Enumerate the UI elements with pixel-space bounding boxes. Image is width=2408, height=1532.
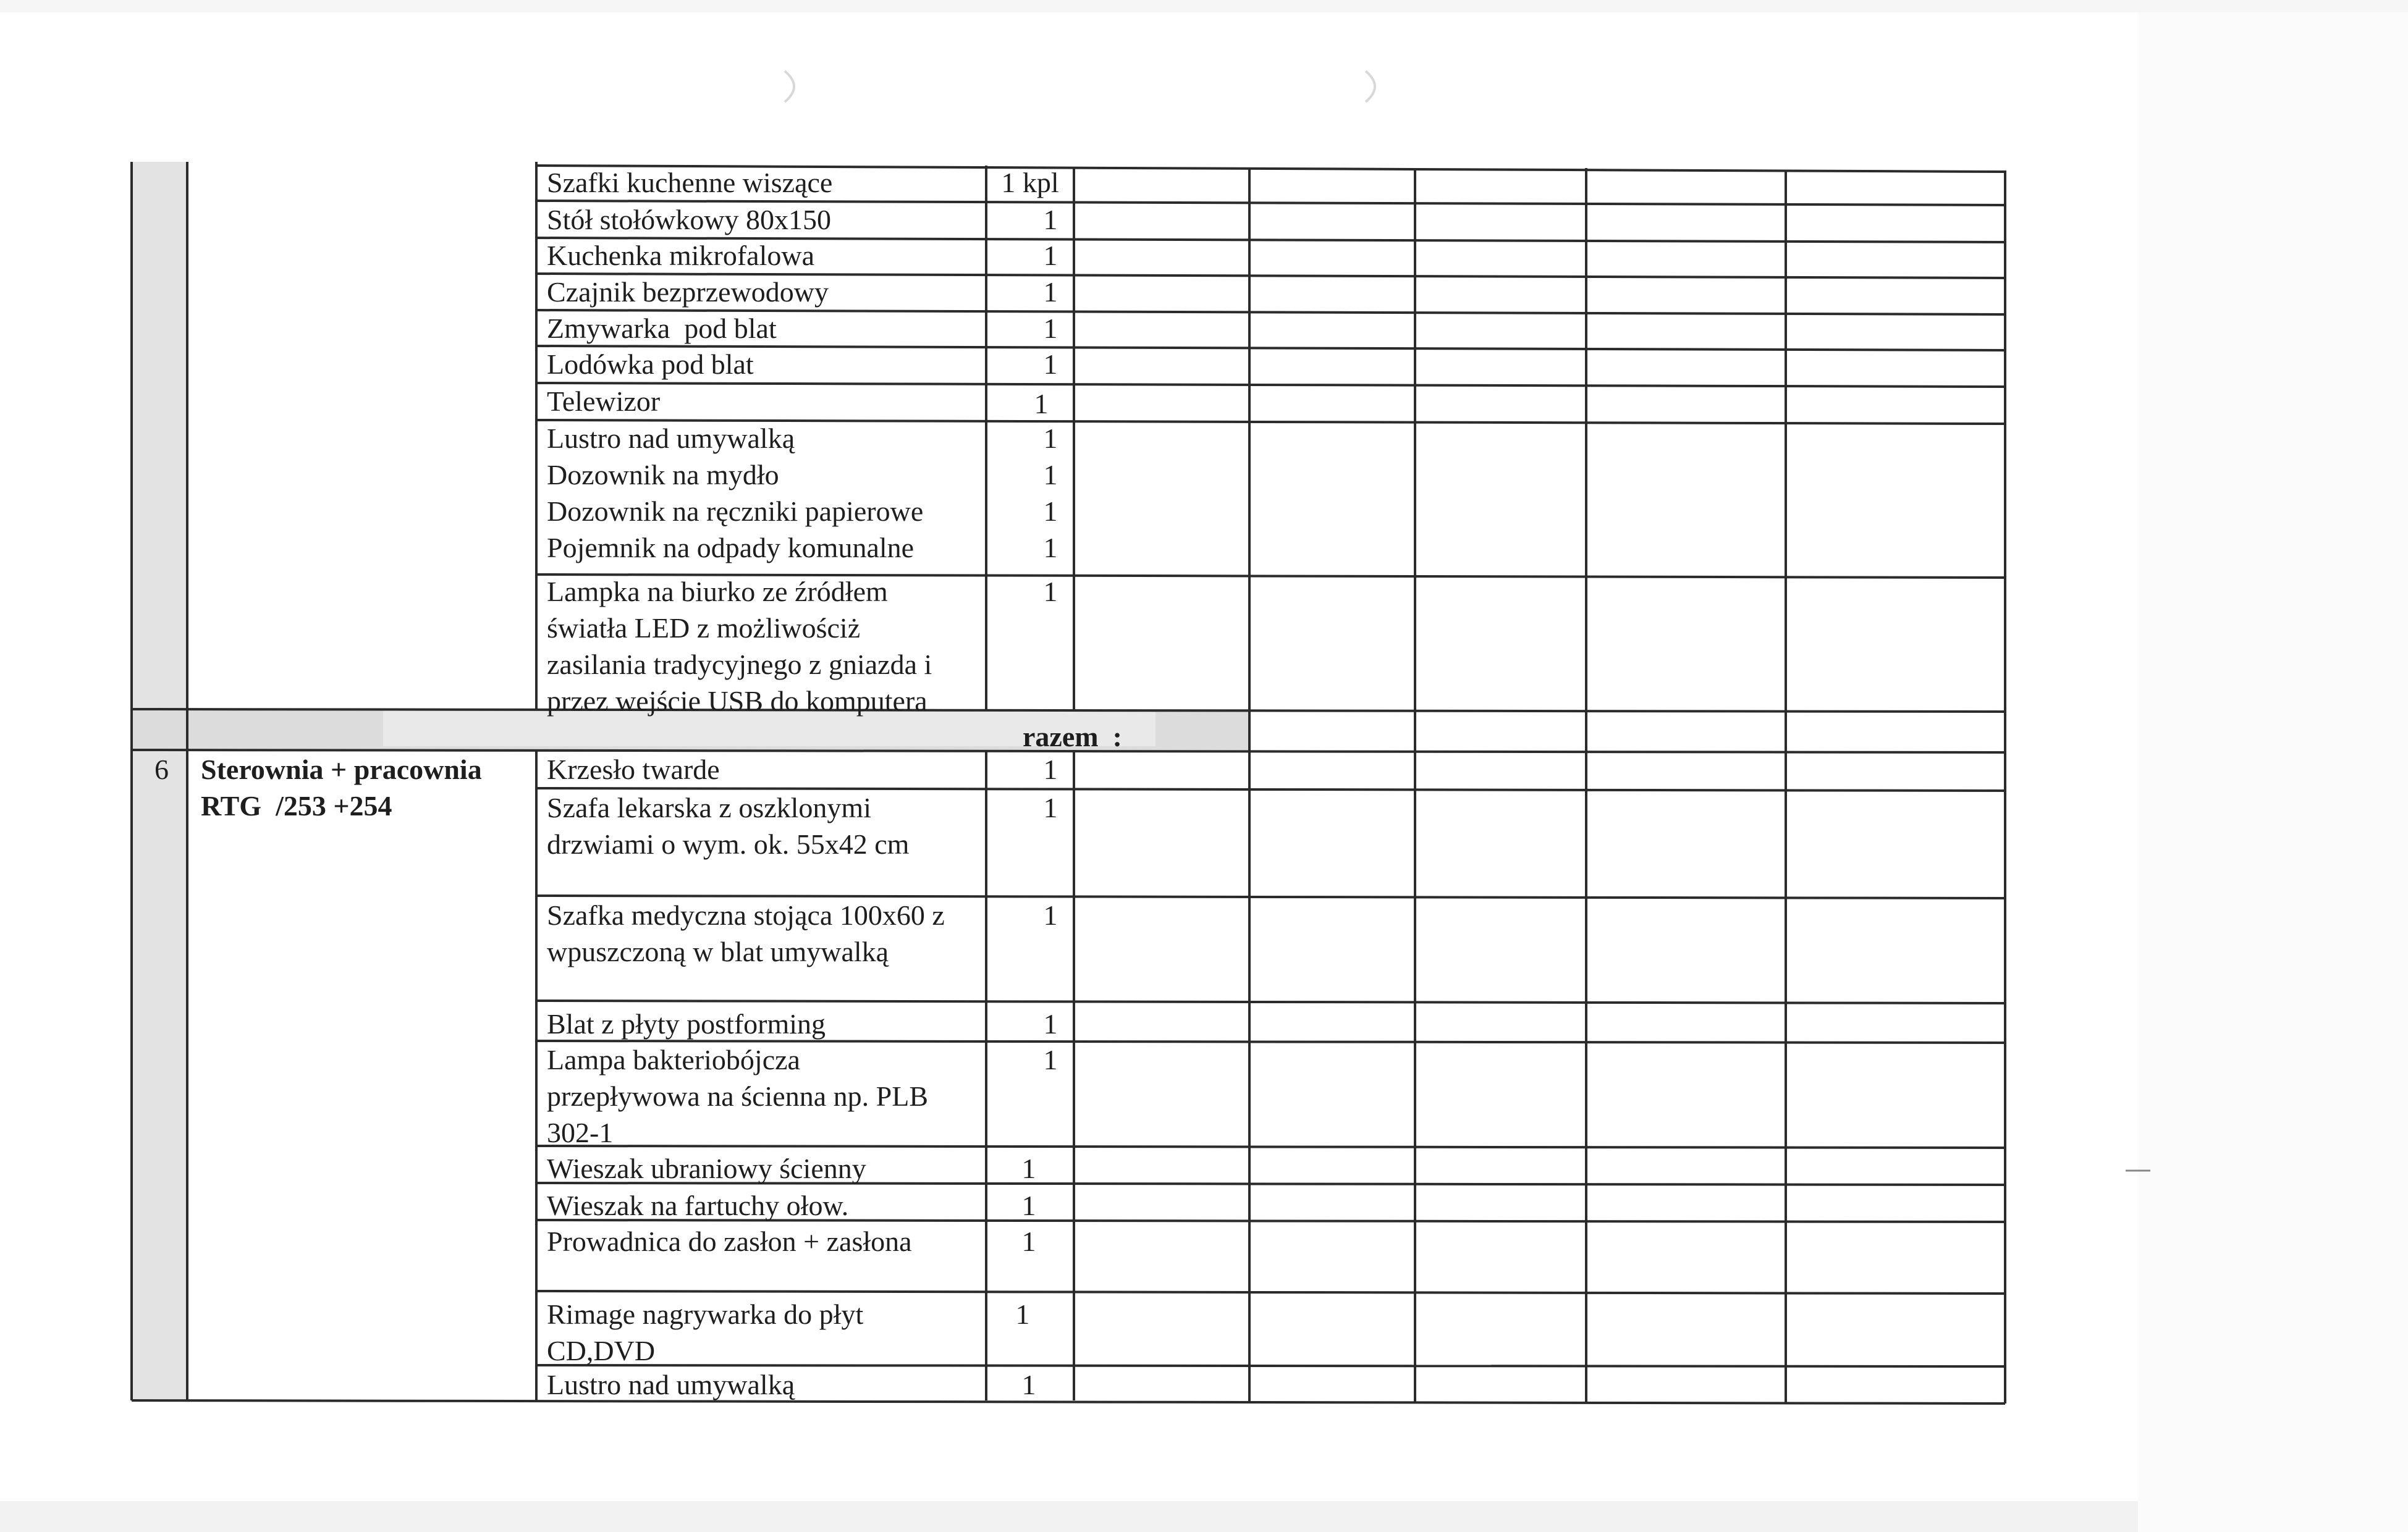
item-name-multi: Rimage nagrywarka do płyt CD,DVD [547,1298,864,1366]
item-name: Czajnik bezprzewodowy [547,276,829,308]
item-name: Krzesło twarde [547,754,720,785]
item-qty: 1 [1021,1190,1036,1221]
item-name-multi: Szafa lekarska z oszklonymi drzwiami o wym. ok. 55x42 cm [547,792,910,860]
item-qty: 1 [1043,204,1058,235]
item-name-multi: Lampa bakteriobójcza przepływowa na ścienna np. PLB 302-1 [547,1044,929,1148]
item-qty: 1 [1043,576,1058,607]
item-qty: 1 [1021,1369,1036,1400]
row-number: 6 [154,754,169,785]
item-name: Kuchenka mikrofalowa [547,240,815,271]
item-qty: 1 [1015,1298,1030,1330]
item-qty: 1 [1043,1008,1058,1040]
item-name: Szafki kuchenne wiszące [547,167,833,198]
item-name: Telewizor [547,385,661,417]
item-name: Lustro nad umywalką [547,1369,795,1400]
subtotal-label: razem : [1023,721,1122,752]
item-qty: 1 [1043,792,1058,823]
item-qty: 1 [1043,899,1058,931]
item-qty: 1 [1043,313,1058,344]
item-name-multi: Lustro nad umywalką Dozownik na mydło Dozownik na ręczniki papierowe Pojemnik na odpady komunalne [547,423,924,563]
item-qty: 1 [1043,276,1058,308]
item-qty: 1 [1043,1044,1058,1075]
item-qty-multi: 1 1 1 1 [1043,423,1058,563]
item-qty: 1 [1043,754,1058,785]
item-qty: 1 [1021,1226,1036,1257]
item-qty: 1 [1043,348,1058,380]
item-name: Wieszak ubraniowy ścienny [547,1153,866,1184]
item-name: Wieszak na fartuchy ołow. [547,1190,849,1221]
item-name: Stół stołówkowy 80x150 [547,204,832,235]
item-qty: 1 [1021,1153,1036,1184]
item-name: Prowadnica do zasłon + zasłona [547,1226,912,1257]
item-name: Blat z płyty postforming [547,1008,826,1040]
item-name-multi: Lampka na biurko ze źródłem światła LED z możliwościż zasilania tradycyjnego z gniazda i przez wejście USB do komputera [547,576,932,717]
room-label: Sterownia + pracownia RTG /253 +254 [201,754,482,822]
item-name: Lodówka pod blat [547,348,754,380]
item-qty: 1 [1043,240,1058,271]
item-qty: 1 kpl [1001,167,1059,198]
item-qty: 1 [1034,388,1049,419]
item-name: Zmywarka pod blat [547,313,777,344]
item-name-multi: Szafka medyczna stojąca 100x60 z wpuszczoną w blat umywalką [547,899,945,967]
